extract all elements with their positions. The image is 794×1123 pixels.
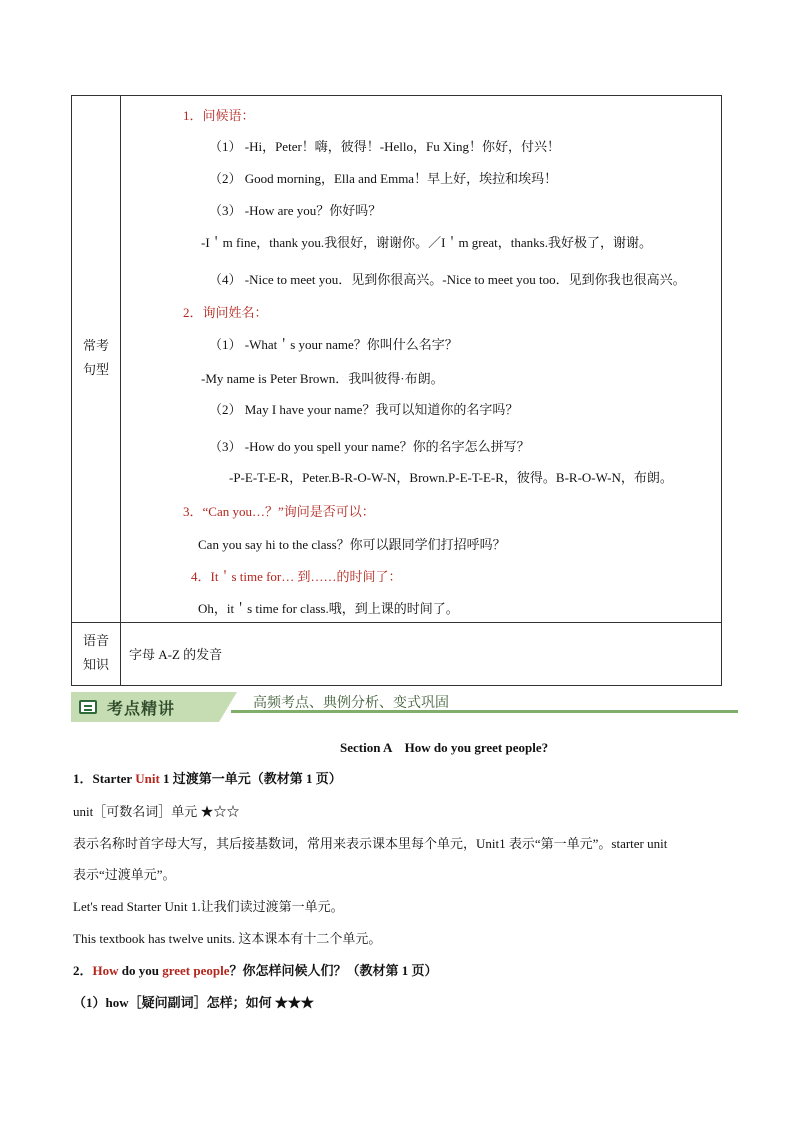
sentence-line: （3） -How do you spell your name？你的名字怎么拼写？ [209, 439, 530, 454]
book-icon [79, 700, 97, 714]
label-line: 知识 [82, 658, 109, 673]
label-line: 语音 [82, 634, 109, 649]
item-2-suffix: ？你怎样问候人们？（教材第 1 页） [229, 963, 438, 978]
heading-greetings: 1．问候语： [183, 108, 255, 123]
row-label-sentences [72, 96, 121, 623]
item-2-prefix: 2． [73, 963, 93, 978]
section-heading: Section A How do you greet people? [340, 740, 549, 755]
sentence-line: Oh，it＇s time for class.哦，到上课的时间了。 [198, 601, 459, 616]
heading-ask-name: 2．询问姓名： [183, 305, 268, 320]
item-2-mid: do you [118, 963, 163, 978]
example-sentence: This textbook has twelve units. 这本课本有十二个单元。 [73, 931, 382, 946]
heading-can-you: 3．“Can you…？”询问是否可以： [183, 504, 375, 519]
sentence-line: （3） -How are you？你好吗？ [209, 203, 382, 218]
sentence-line: Can you say hi to the class？你可以跟同学们打招呼吗？ [198, 537, 506, 552]
unit-definition: unit［可数名词］单元 ★☆☆ [73, 804, 240, 819]
phonetics-text: 字母 A-Z 的发音 [129, 647, 223, 662]
sentence-line: （1） -Hi，Peter！嗨，彼得！-Hello，Fu Xing！你好，付兴！ [209, 139, 560, 154]
item-1-prefix: 1．Starter [73, 771, 136, 786]
banner-title: 考点精讲 [107, 699, 176, 718]
item-1-suffix: 1 过渡第一单元（教材第 1 页） [159, 771, 342, 786]
banner-tab-corner [219, 692, 237, 722]
item-1-heading [73, 768, 342, 787]
label-line: 句型 [82, 363, 109, 378]
how-definition: （1）how［疑问副词］怎样；如何 ★★★ [73, 995, 314, 1010]
banner-subtitle: 高频考点、典例分析、变式巩固 [253, 695, 449, 711]
explanation-line: 表示名称时首字母大写，其后接基数词，常用来表示课本里每个单元，Unit1 表示“第一单元”。starter unit [73, 836, 668, 851]
label-line: 常考 [82, 339, 109, 354]
item-2-keyword: How [92, 963, 119, 978]
sentence-line: （2） May I have your name？我可以知道你的名字吗？ [209, 402, 519, 417]
item-2-heading [73, 960, 438, 979]
sentence-line: -P-E-T-E-R，Peter.B-R-O-W-N，Brown.P-E-T-E-R，彼得。B-R-O-W-N，布朗。 [229, 470, 673, 485]
heading-time-for: 4．It＇s time for… 到……的时间了： [191, 569, 402, 584]
item-1-keyword: Unit [135, 771, 160, 786]
item-2-keyword: greet people [162, 963, 230, 978]
sentence-content [121, 96, 722, 623]
sentence-line: -I＇m fine，thank you.我很好，谢谢你。／I＇m great，thanks.我好极了，谢谢。 [201, 235, 652, 250]
row-label-phonetics [72, 623, 121, 686]
example-sentence: Let's read Starter Unit 1.让我们读过渡第一单元。 [73, 899, 344, 914]
phonetics-content [121, 623, 722, 686]
sentence-line: （1） -What＇s your name？你叫什么名字？ [209, 337, 458, 352]
sentence-line: （4） -Nice to meet you．见到你很高兴。-Nice to meet you too．见到你我也很高兴。 [209, 272, 686, 287]
explanation-line: 表示“过渡单元”。 [73, 867, 176, 882]
section-banner [71, 692, 738, 722]
sentence-table [71, 95, 722, 686]
sentence-line: （2） Good morning，Ella and Emma！早上好，埃拉和埃玛！ [209, 171, 558, 186]
sentence-line: -My name is Peter Brown．我叫彼得·布朗。 [201, 371, 444, 386]
